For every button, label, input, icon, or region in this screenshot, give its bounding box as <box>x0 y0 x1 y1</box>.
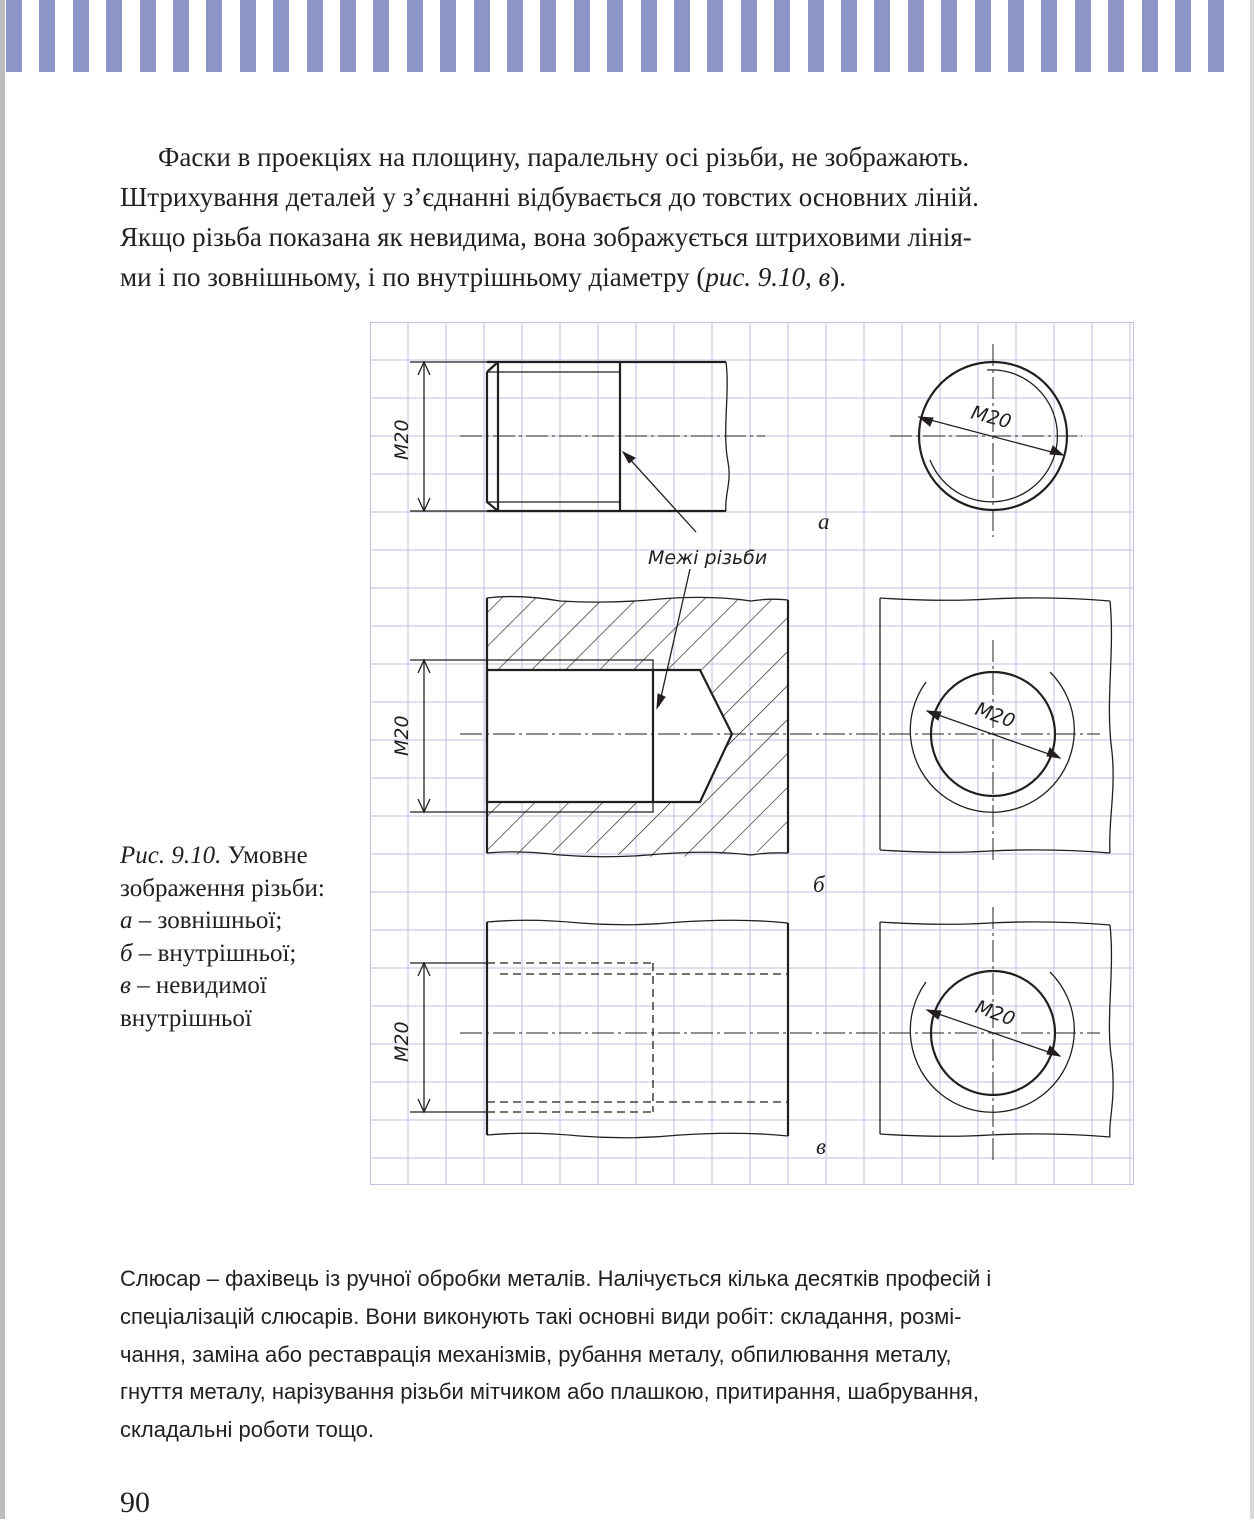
header-stripe <box>874 0 890 72</box>
intro-line-4 <box>120 262 846 293</box>
header-stripe <box>975 0 991 72</box>
header-stripe <box>307 0 323 72</box>
page-left-edge <box>0 0 5 1519</box>
intro-line-4-text: ми і по зовнішньому, і по внутрішньому діаметру ( <box>120 262 706 292</box>
header-stripe <box>1175 0 1191 72</box>
header-stripes <box>6 0 1226 72</box>
header-stripe <box>39 0 55 72</box>
caption-marker-c: в <box>120 972 131 999</box>
header-stripe <box>1208 0 1224 72</box>
caption-item-a: – зовнішньої; <box>132 907 283 934</box>
caption-marker-b: б <box>120 939 133 967</box>
intro-line-1: Фаски в проекціях на площину, паралельну осі різьби, не зображають. <box>158 142 970 172</box>
caption-marker-a: а <box>120 907 133 934</box>
header-stripe <box>1075 0 1091 72</box>
header-stripe <box>240 0 256 72</box>
view-a-external-thread <box>410 344 1082 537</box>
view-c-hidden-thread <box>410 907 1113 1162</box>
caption-last-line: внутрішньої <box>120 1004 252 1032</box>
header-stripe <box>173 0 189 72</box>
intro-line-4-closing: ). <box>830 262 847 292</box>
figure-caption <box>120 840 325 1035</box>
header-stripe <box>574 0 590 72</box>
note-line-4: гнуття металу, нарізування різьби мітчиком або плашкою, притирання, шабрування, <box>120 1379 979 1404</box>
header-stripe <box>373 0 389 72</box>
intro-line-3: Якщо різьба показана як невидима, вона зображується штриховими лінія- <box>120 222 972 252</box>
header-stripe <box>273 0 289 72</box>
header-stripe <box>607 0 623 72</box>
view-label-c: в <box>816 1134 826 1159</box>
view-label-b: б <box>813 872 825 897</box>
thread-label-c: М20 <box>391 1021 413 1062</box>
circle-thread-label-b: М20 <box>972 698 1018 733</box>
header-stripe <box>106 0 122 72</box>
header-stripe <box>774 0 790 72</box>
header-stripe <box>1108 0 1124 72</box>
thread-drawing-figure <box>370 322 1134 1185</box>
note-line-2: спеціалізацій слюсарів. Вони виконують такі основні види робіт: складання, розмі- <box>120 1304 962 1329</box>
circle-thread-label-c: М20 <box>972 996 1018 1031</box>
figure-reference: рис. 9.10, в <box>705 262 831 292</box>
header-stripe <box>674 0 690 72</box>
header-stripe <box>440 0 456 72</box>
page-right-edge <box>1250 0 1254 1519</box>
header-stripe <box>540 0 556 72</box>
caption-figure-number: Рис. 9.10. <box>120 842 222 869</box>
note-line-1: Слюсар – фахівець із ручної обробки металів. Налічується кілька десятків професій і <box>120 1266 992 1291</box>
header-stripe <box>641 0 657 72</box>
header-stripe <box>140 0 156 72</box>
thread-label-b: М20 <box>391 715 413 756</box>
note-line-3: чання, заміна або реставрація механізмів, рубання металу, обпилювання металу, <box>120 1342 952 1367</box>
caption-item-b: – внутрішньої; <box>132 939 297 967</box>
header-stripe <box>6 0 22 72</box>
header-stripe <box>741 0 757 72</box>
header-stripe <box>1142 0 1158 72</box>
view-label-a: а <box>818 509 830 534</box>
intro-line-2: Штрихування деталей у з’єднанні відбувається до товстих основних ліній. <box>120 182 979 212</box>
header-stripe <box>340 0 356 72</box>
thread-label-a: М20 <box>391 419 413 460</box>
header-stripe <box>474 0 490 72</box>
header-stripe <box>707 0 723 72</box>
header-stripe <box>908 0 924 72</box>
header-stripe <box>206 0 222 72</box>
header-stripe <box>1008 0 1024 72</box>
caption-title-2: зображення різьби: <box>120 874 325 902</box>
header-stripe <box>808 0 824 72</box>
header-stripe <box>841 0 857 72</box>
page-number: 90 <box>120 1486 150 1519</box>
header-stripe <box>407 0 423 72</box>
header-stripe <box>941 0 957 72</box>
header-stripe <box>73 0 89 72</box>
header-stripe <box>507 0 523 72</box>
circle-thread-label-a: М20 <box>968 401 1014 434</box>
caption-item-c: – невидимої <box>130 972 267 999</box>
caption-title-1: Умовне <box>221 842 308 869</box>
header-stripe <box>1041 0 1057 72</box>
intro-paragraph <box>120 142 1150 302</box>
note-line-5: складальні роботи тощо. <box>120 1417 375 1442</box>
thread-limit-callout: Межі різьби <box>648 547 768 569</box>
